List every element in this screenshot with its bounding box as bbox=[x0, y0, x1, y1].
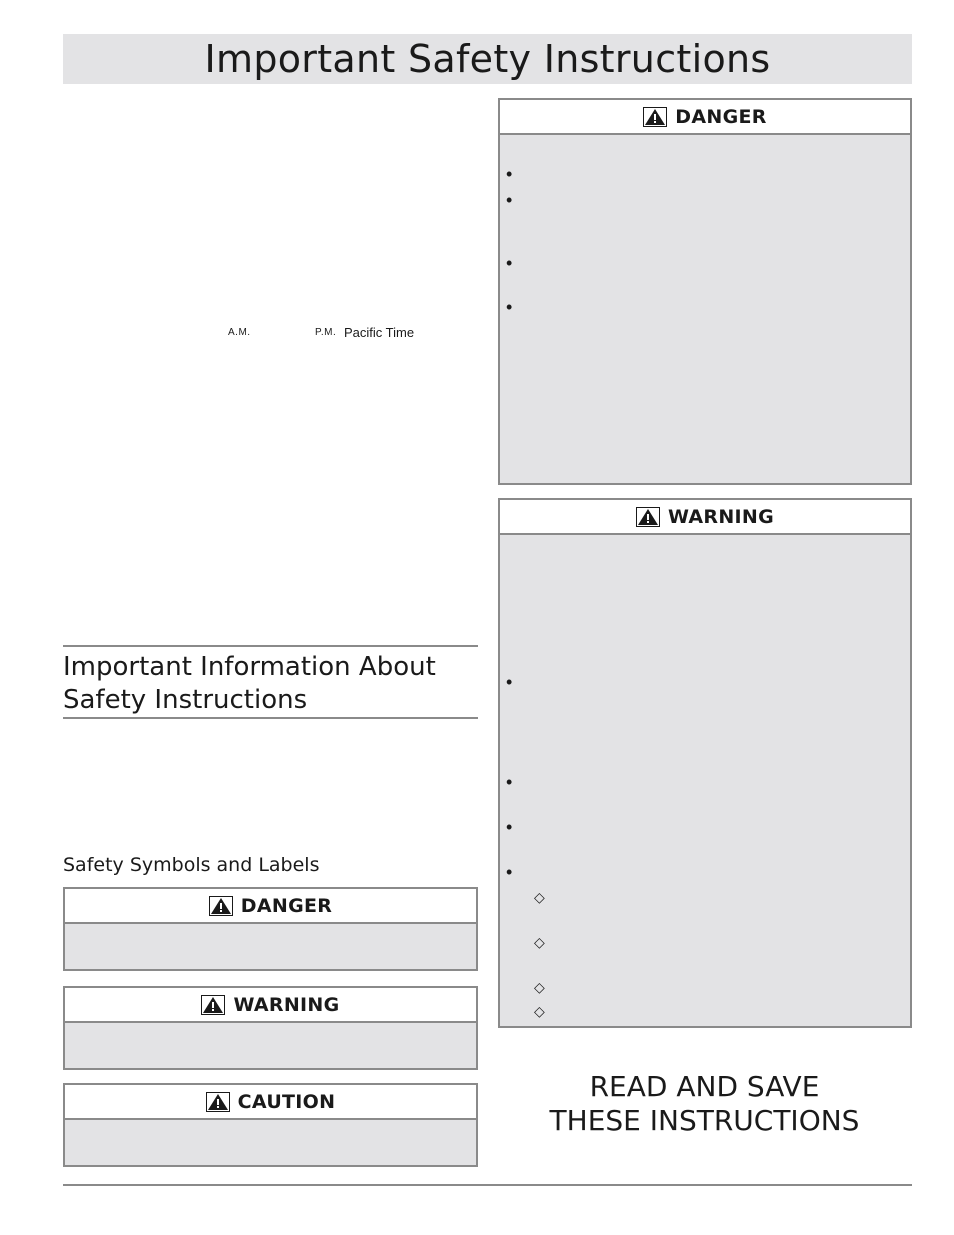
warning-bullet: • bbox=[506, 672, 513, 692]
warning-label-text: WARNING bbox=[233, 993, 340, 1016]
danger-panel-header bbox=[500, 100, 910, 135]
am-label: A.M. bbox=[228, 327, 251, 338]
warning-triangle-icon bbox=[636, 507, 660, 527]
warning-sub-bullet: ◇ bbox=[534, 1003, 545, 1019]
danger-label-header bbox=[65, 889, 476, 924]
title-bar bbox=[63, 34, 912, 84]
danger-panel-label: DANGER bbox=[675, 105, 767, 128]
warning-triangle-icon bbox=[201, 995, 225, 1015]
warning-triangle-icon bbox=[643, 107, 667, 127]
warning-triangle-icon bbox=[206, 1092, 230, 1112]
warning-panel-label: WARNING bbox=[667, 505, 774, 528]
danger-bullet: • bbox=[506, 190, 513, 210]
warning-bullet: • bbox=[506, 817, 513, 837]
pm-label: P.M. bbox=[315, 327, 337, 338]
footer-divider bbox=[63, 1184, 912, 1186]
danger-panel bbox=[498, 98, 912, 485]
danger-bullet: • bbox=[506, 297, 513, 317]
danger-bullet: • bbox=[506, 253, 513, 273]
warning-bullet: • bbox=[506, 862, 513, 882]
warning-sub-bullet: ◇ bbox=[534, 889, 545, 905]
warning-sub-bullet: ◇ bbox=[534, 979, 545, 995]
read-save-line-1: READ AND SAVE bbox=[589, 1070, 820, 1103]
page-title: Important Safety Instructions bbox=[204, 37, 771, 81]
safety-section-heading bbox=[63, 645, 478, 719]
caution-label-box bbox=[63, 1083, 478, 1167]
danger-label-text: DANGER bbox=[240, 894, 333, 917]
warning-panel-header bbox=[500, 500, 910, 535]
danger-label-box bbox=[63, 887, 478, 971]
warning-panel bbox=[498, 498, 912, 1028]
safety-symbols-subheading: Safety Symbols and Labels bbox=[63, 854, 320, 876]
safety-heading-line-2: Safety Instructions bbox=[63, 685, 308, 715]
safety-section-title bbox=[63, 647, 478, 717]
caution-label-text: CAUTION bbox=[237, 1090, 336, 1113]
read-save-line-2: THESE INSTRUCTIONS bbox=[549, 1104, 860, 1137]
caution-label-header bbox=[65, 1085, 476, 1120]
warning-bullet: • bbox=[506, 772, 513, 792]
read-and-save-notice bbox=[498, 1070, 911, 1138]
timezone-label: Pacific Time bbox=[344, 325, 415, 340]
warning-label-box bbox=[63, 986, 478, 1070]
safety-heading-line-1: Important Information About bbox=[63, 652, 436, 682]
danger-bullet: • bbox=[506, 164, 513, 184]
warning-sub-bullet: ◇ bbox=[534, 934, 545, 950]
warning-label-header bbox=[65, 988, 476, 1023]
warning-triangle-icon bbox=[209, 896, 233, 916]
